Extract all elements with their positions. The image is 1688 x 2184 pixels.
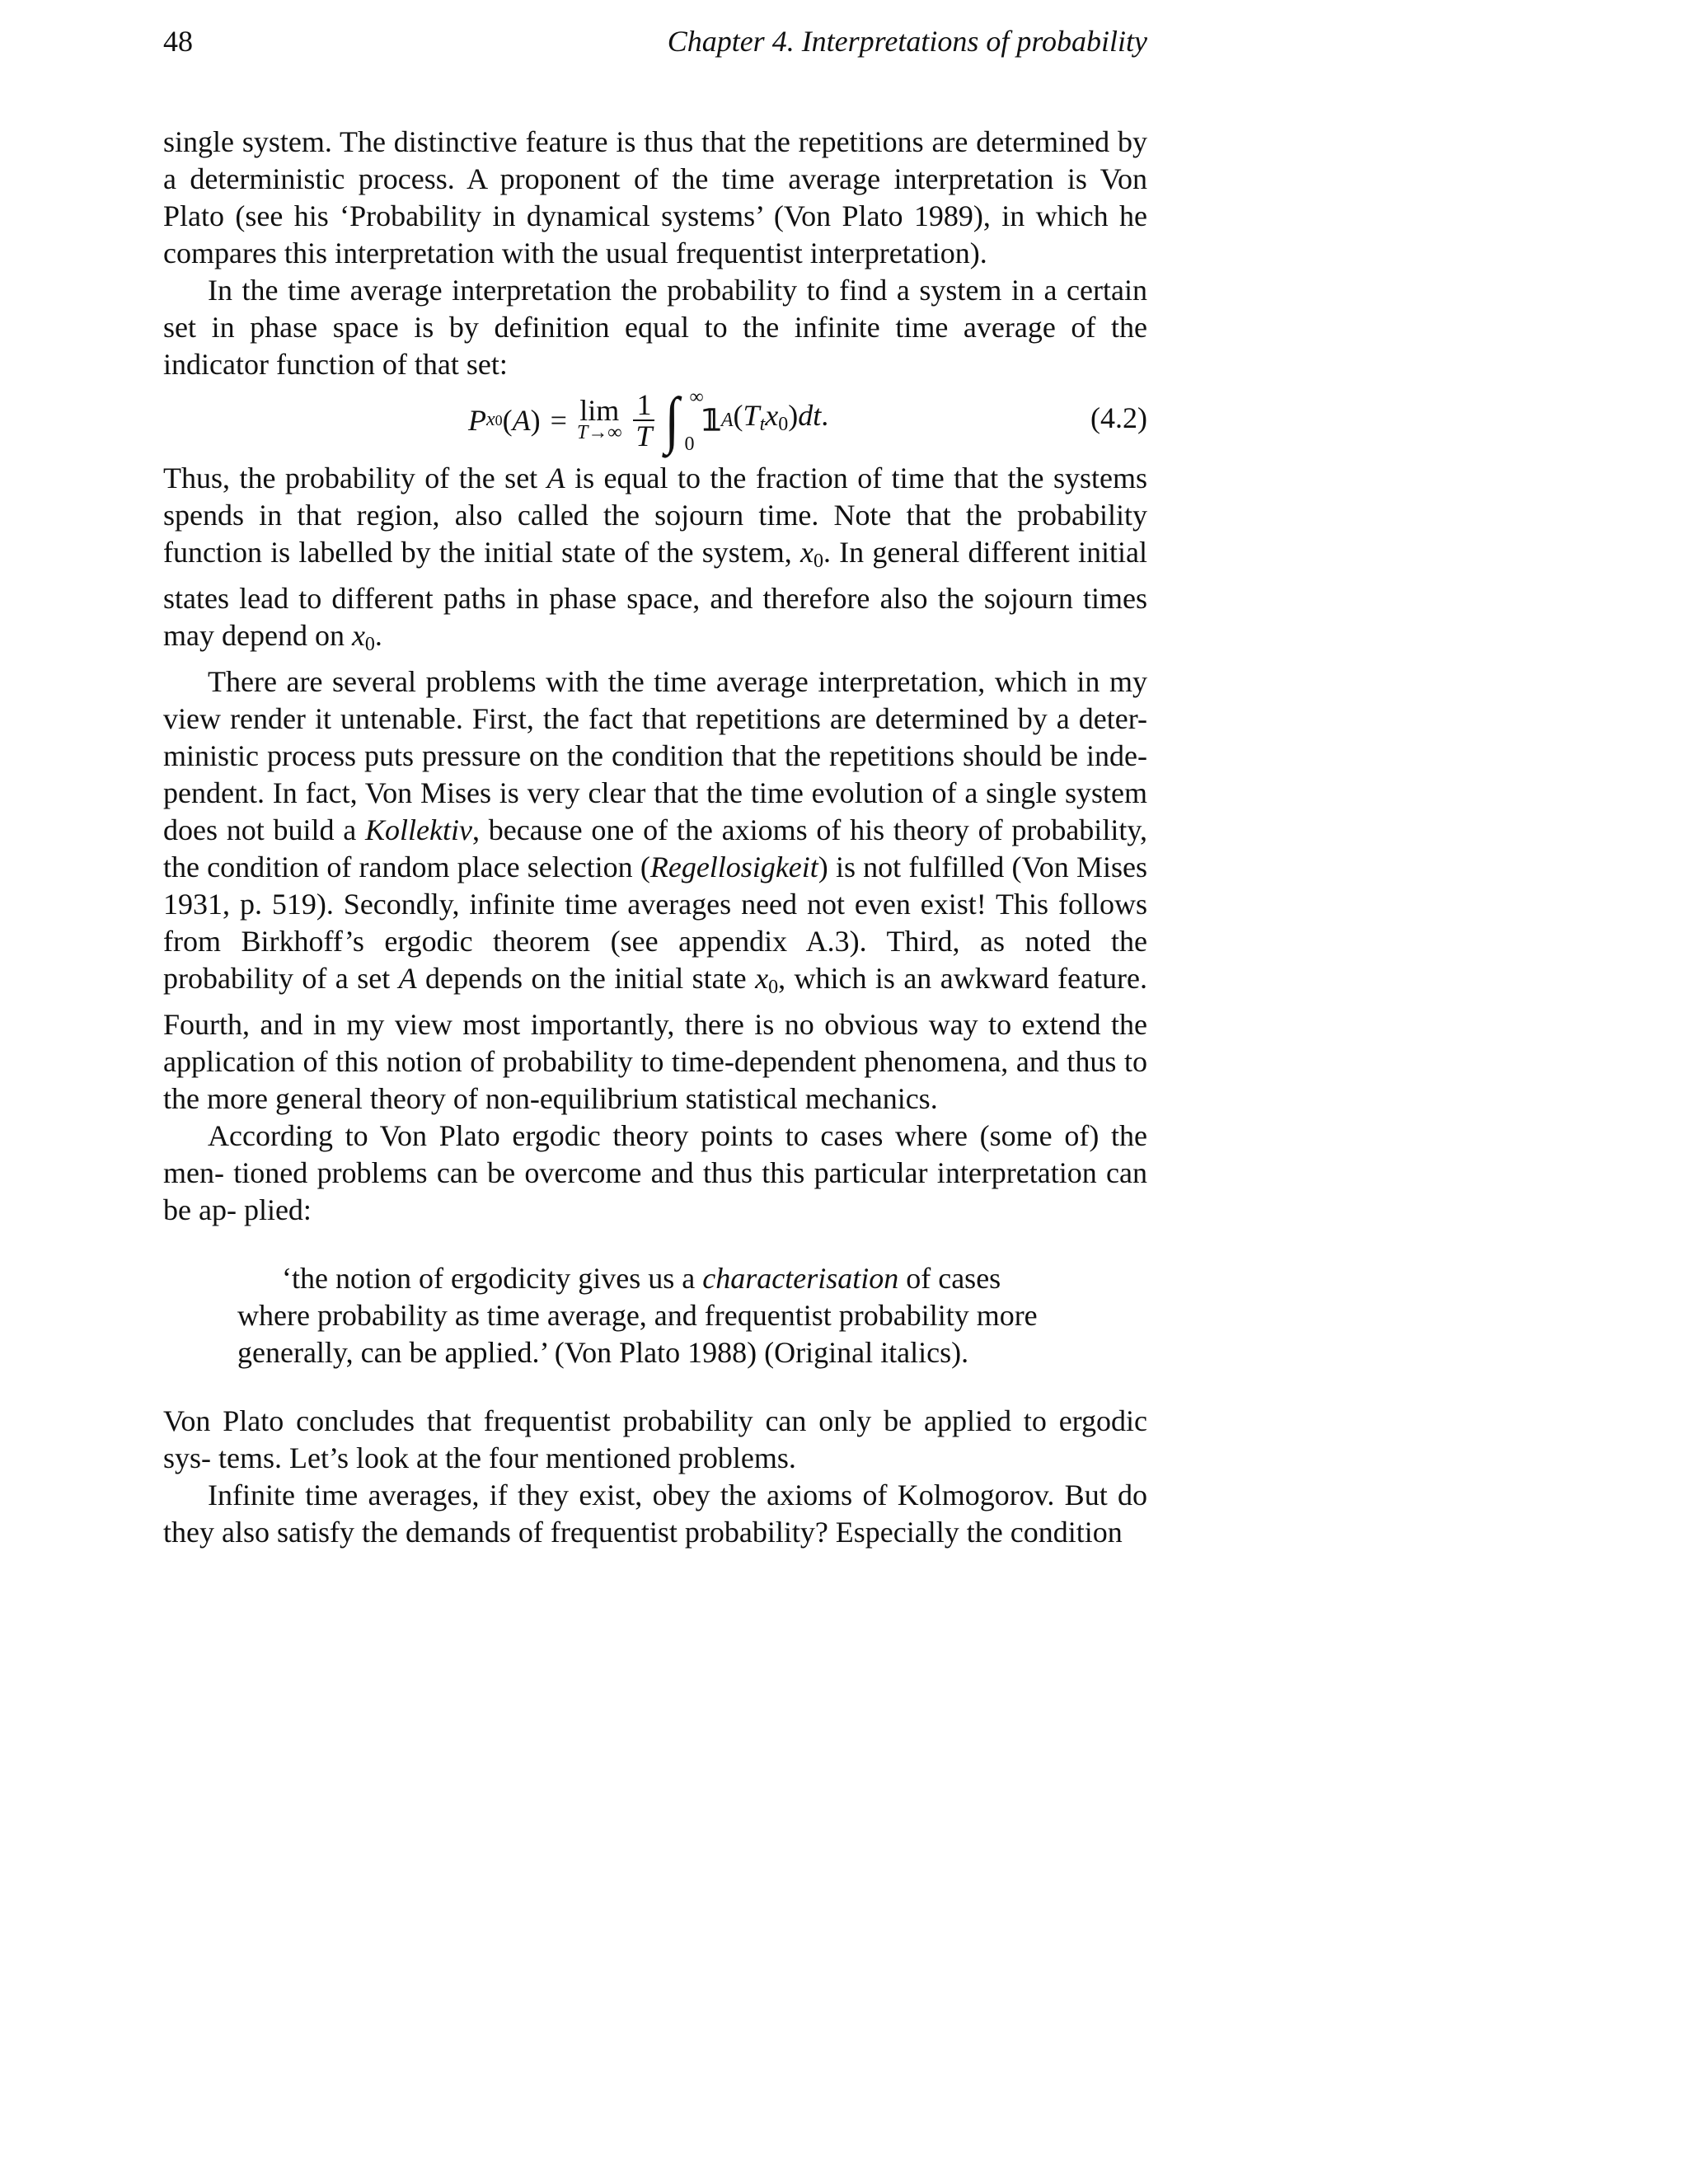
eq-indicator: 𝟙 [701,403,721,437]
body-text [163,124,1147,1551]
paragraph-1: single system. The distinctive feature is thus that the repetitions are determined by a deterministic process. A proponent of the time average interpretation is Von Plato (see his ‘Probability in dynamical systems’ (Von Plato 1989), in which he compares this interpretation with the usual frequentist interpretation). [163,125,1147,269]
equation-expression [468,384,829,455]
integral-sign-icon: ∫ [664,384,679,455]
paragraph-5: According to Von Plato ergodic theory points to cases where (some of) the men- tioned problems can be overcome and thus this particular interpretation can be ap- plied: [163,1119,1147,1226]
eq-int-lower: 0 [684,434,695,455]
eq-fraction [633,390,654,451]
paragraph-4: There are several problems with the time average interpretation, which in my view render it untenable. First, the fact that repetitions are determined by a deter- ministic process puts pressure on the condition that the repetitions should be inde- pendent. In fact, Von Mises is very clear that the time evolution of a single system does not build a Kollektiv, because one of the axioms of his theory of probability, the condition of random place selection (Regellosigkeit) is not fulfilled (Von Mises 1931, p. 519). Secondly, infinite time averages need not even exist! This follows from Birkhoff’s ergodic theorem (see appendix A.3). Third, as noted the probability of a set A depends on the initial state $x_0$, which is an awkward feature. Fourth, and in my view most importantly, there is no obvious way to extend the application of this notion of probability to time-dependent phenomena, and thus to the more general theory of non-equilibrium statistical mechanics. [163,665,1148,1115]
equation-number: (4.2) [1090,401,1147,434]
eq-P: P [468,403,486,437]
eq-integrand: $(T_tx_0)dt$. [733,399,829,435]
equation-4-2 [163,383,1147,453]
eq-P-subscript: x0 [486,409,503,430]
eq-frac-denominator: T [635,419,653,452]
eq-argument: (A) [502,403,541,437]
page-number: 48 [163,25,193,58]
running-head: Chapter 4. Interpretations of probability [667,25,1147,58]
paragraph-7: Infinite time averages, if they exist, obey the axioms of Kolmogorov. But do they also satisfy the demands of frequentist probability? Especially the condition [163,1479,1147,1549]
eq-integral [664,384,704,455]
eq-indicator-subscript: A [720,409,734,431]
eq-lim-under: T→∞ [576,422,622,443]
eq-limit [576,394,622,443]
paragraph-6: Von Plato concludes that frequentist probability can only be applied to ergodic sys- tems. Let’s look at the four mentioned problems. [163,1404,1147,1474]
eq-int-upper: ∞ [689,387,704,408]
eq-lim-text: lim [579,394,620,427]
paragraph-3: Thus, the probability of the set A is equal to the fraction of time that the systems spends in that region, also called the sojourn time. Note that the probability function is labelled by the initial state of the system, $x_0$. In general different initial states lead to different paths in phase space, and therefore also the sojourn times may depend on $x_0$. [163,462,1147,655]
eq-equals: = [550,403,567,437]
eq-frac-numerator: 1 [633,390,654,421]
block-quote: ‘the notion of ergodicity gives us a characterisation of cases where probability as time average, and frequentist probability more generally, can be applied.’ (Von Plato 1988) (Original italics). [237,1262,1038,1369]
paragraph-2: In the time average interpretation the probability to find a system in a certain set in phase space is by definition equal to the infinite time average of the indicator function of that set: [163,274,1147,381]
